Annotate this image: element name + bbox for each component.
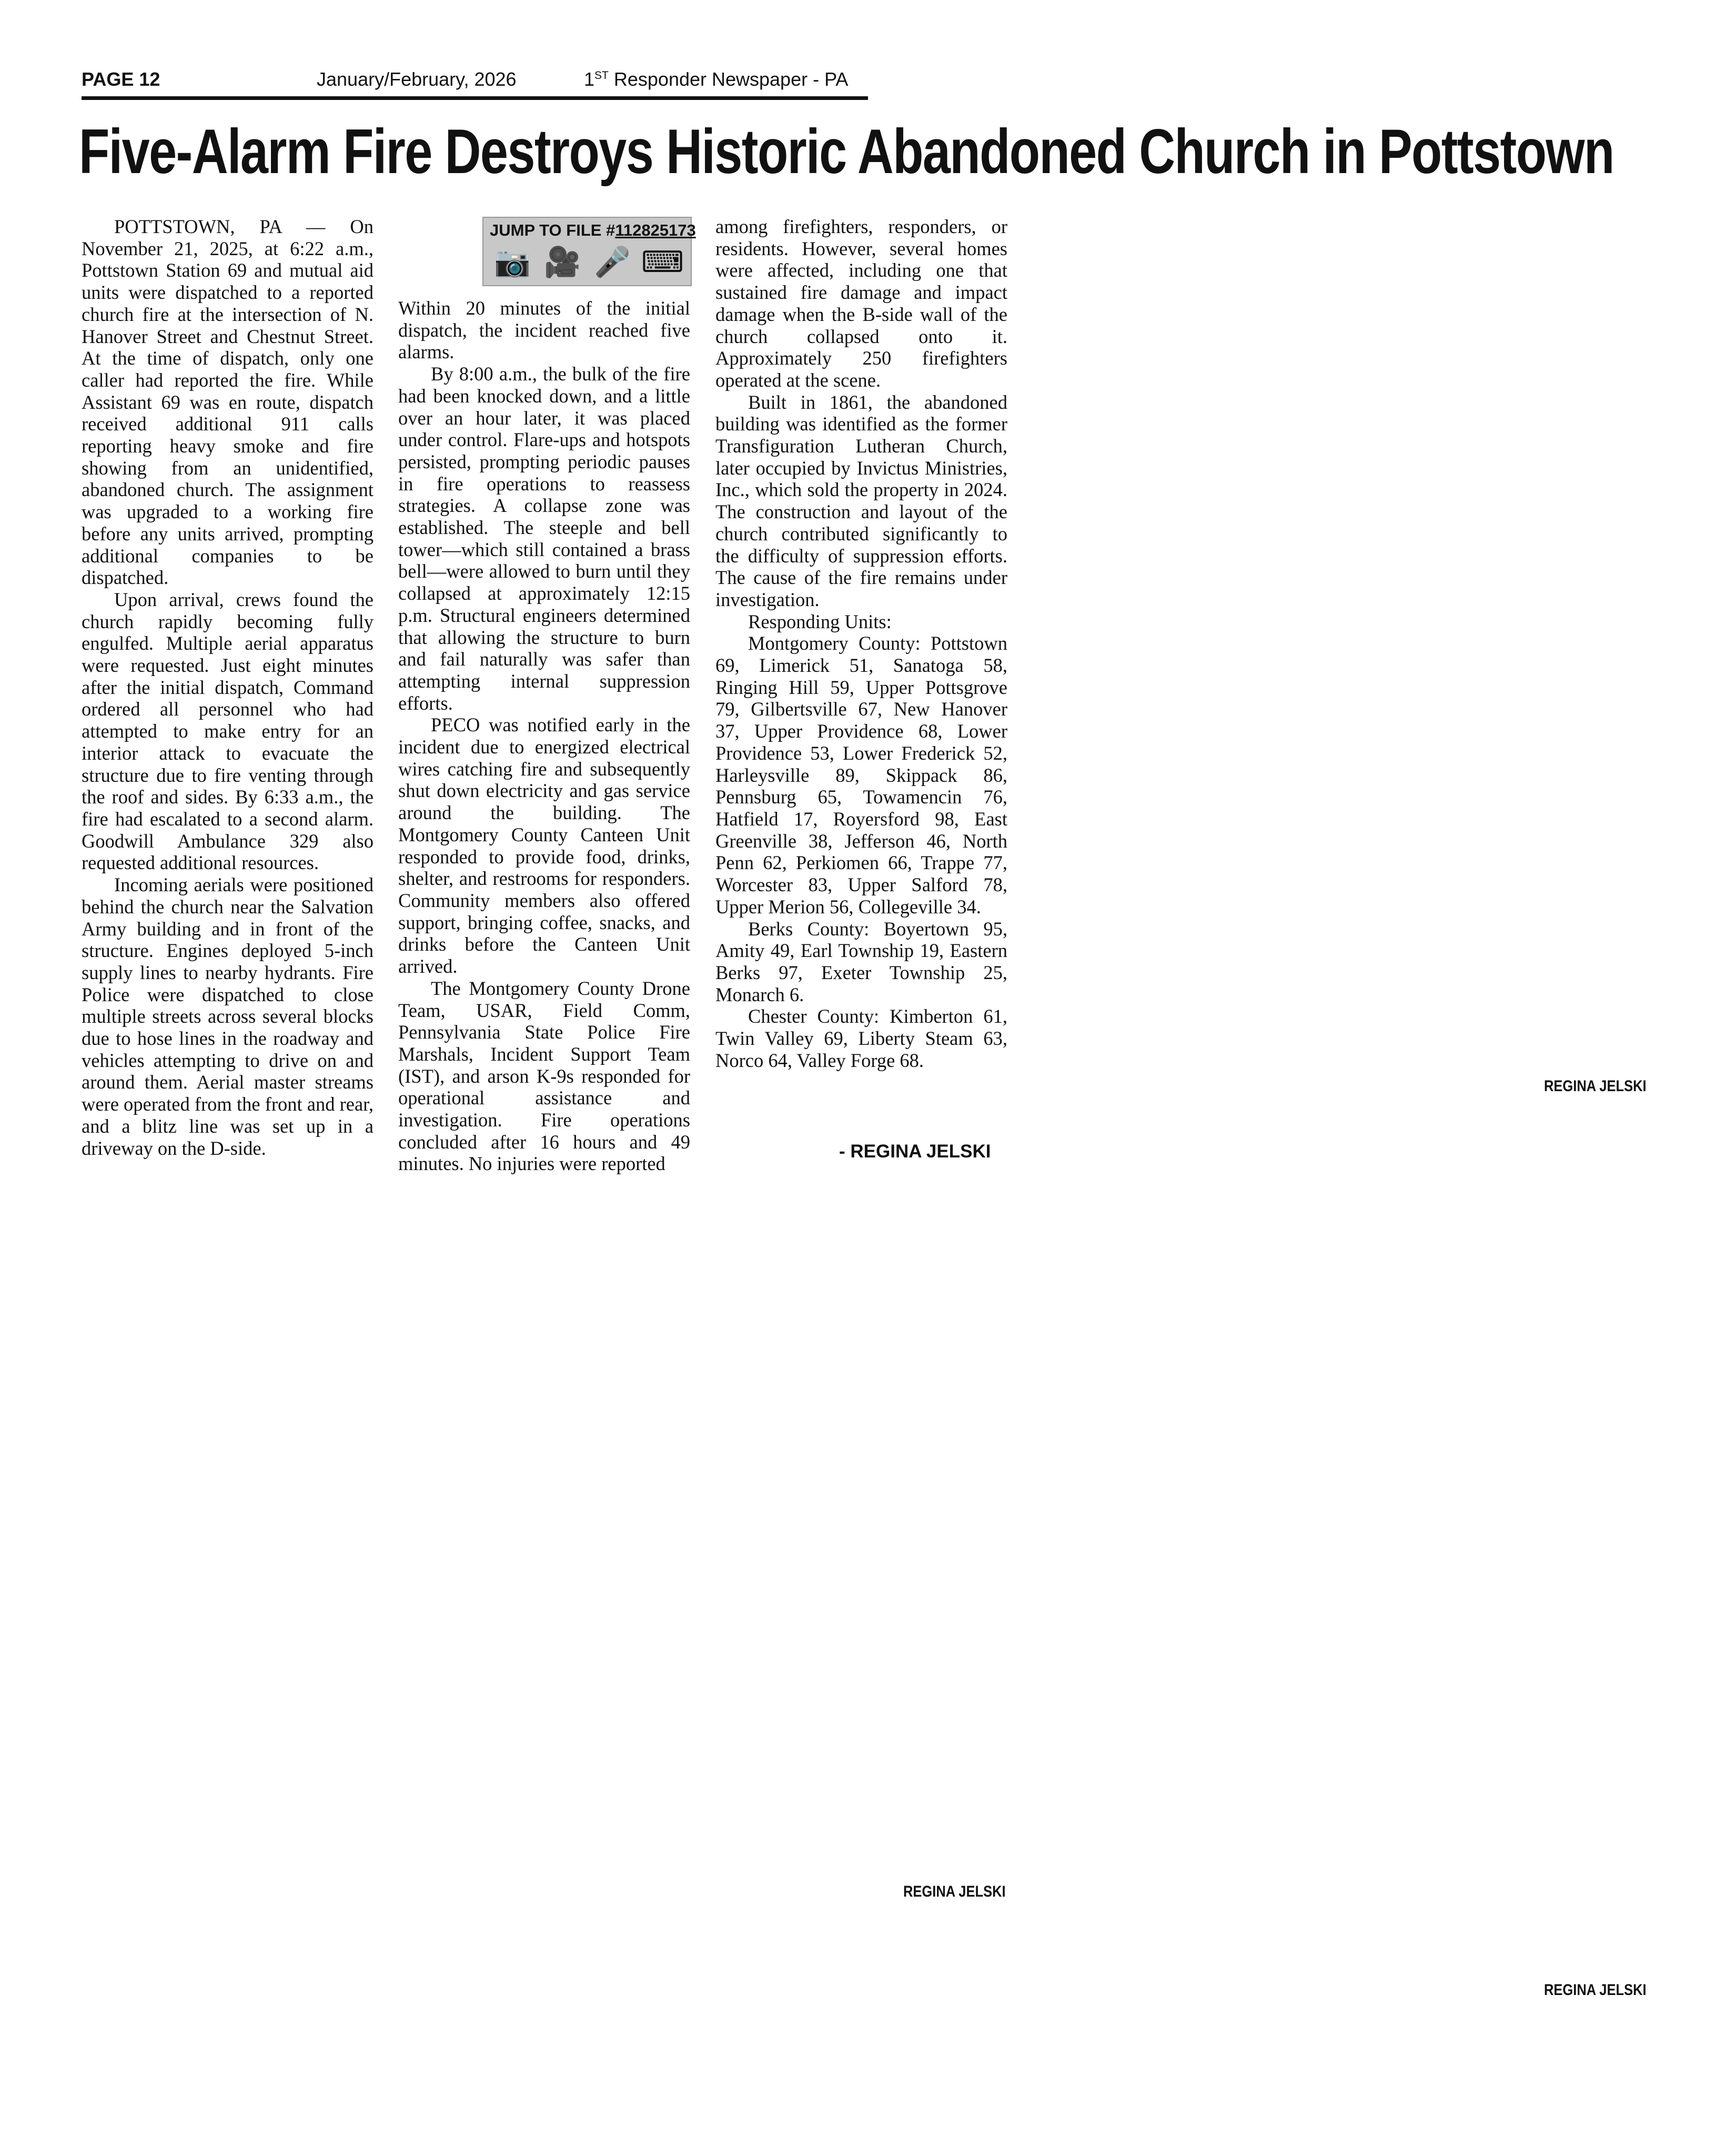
paragraph: Incoming aerials were positioned behind the church near the Salvation Army building and in front of the structure. Engines deployed 5-inch supply lines to nearby hydrants. Fire Police were dispatched to close multiple streets across several blocks due to hose lines in the roadway and vehicles attempting to drive on and around them. Aerial master streams were operated from the front and rear, and a blitz line was set up in a driveway on the D-side.: [82, 874, 374, 1159]
paragraph: Responding Units:: [748, 610, 892, 632]
paragraph: Montgomery County: Pottstown 69, Limerick 51, Sanatoga 58, Ringing Hill 59, Upper Pottsgrove 79, Gilbertsville 67, New Hanover 37, Upper Providence 68, Lower Providence 53, Lower Frederick 52, Harleysville 89, Skippack 86, Pennsburg 65, Towamencin 76, Hatfield 17, Royersford 98, East Greenville 38, Jefferson 46, North Penn 62, Perkiomen 66, Trappe 77, Worcester 83, Upper Salford 78, Upper Merion 56, Collegeville 34.: [715, 632, 1007, 918]
paragraph: By 8:00 a.m., the bulk of the fire had been knocked down, and a little over an hour later, it was placed under control. Flare-ups and hotspots persisted, prompting periodic pauses in fire operations to reassess strategies. A collapse zone was established. The steeple and bell tower—which still contained a brass bell—were allowed to burn until they collapsed at approximately 12:15 p.m. Structural engineers determined that allowing the structure to burn and fail naturally was safer than attempting internal suppression efforts.: [398, 363, 690, 714]
jump-to-file-label[interactable]: [490, 221, 696, 240]
microphone-icon: 🎤: [594, 245, 631, 279]
video-camera-icon: 🎥: [544, 245, 581, 279]
paragraph: PECO was notified early in the incident due to energized electrical wires catching fire and subsequently shut down electricity and gas service around the building. The Montgomery County Canteen Unit responded to provide food, drinks, shelter, and restrooms for responders. Community members also offered support, bringing coffee, snacks, and drinks before the Canteen Unit arrived.: [398, 714, 690, 978]
page-number: PAGE 12: [82, 68, 160, 90]
camera-icon: 📷: [494, 245, 531, 279]
jump-to-file-box[interactable]: [482, 217, 696, 286]
paragraph: Chester County: Kimberton 61, Twin Valley 69, Liberty Steam 63, Norco 64, Valley Forge 68.: [715, 1005, 1007, 1071]
typewriter-icon: ⌨: [641, 245, 684, 279]
paragraph: Upon arrival, crews found the church rapidly becoming fully engulfed. Multiple aerial apparatus were requested. Just eight minutes after the initial dispatch, Command ordered all personnel who had attempted to make entry for an interior attack to evacuate the structure due to fire venting through the roof and sides. By 6:33 a.m., the fire had escalated to a second alarm. Goodwill Ambulance 329 also requested additional resources.: [82, 588, 374, 874]
issue-date: January/February, 2026: [317, 68, 517, 90]
headline: Five-Alarm Fire Destroys Historic Abandoned Church in Pottstown: [79, 116, 1614, 187]
media-icons: [494, 244, 683, 281]
paragraph: Berks County: Boyertown 95, Amity 49, Earl Township 19, Eastern Berks 97, Exeter Township 25, Monarch 6.: [715, 918, 1007, 1005]
paragraph: The Montgomery County Drone Team, USAR, Field Comm, Pennsylvania State Police Fire Marshals, Incident Support Team (IST), and arson K-9s responded for operational assistance and investigation. Fire operations concluded after 16 hours and 49 minutes. No injuries were reported: [398, 977, 690, 1175]
jump-file-number[interactable]: 112825173: [615, 221, 696, 239]
article-column-3: [715, 216, 1007, 1071]
photo-credit: REGINA JELSKI: [1544, 1077, 1647, 1095]
newspaper-name-prefix: 1: [584, 68, 595, 90]
paragraph: POTTSTOWN, PA — On November 21, 2025, at 6:22 a.m., Pottstown Station 69 and mutual aid units were dispatched to a reported church fire at the intersection of N. Hanover Street and Chestnut Street. At the time of dispatch, only one caller had reported the fire. While Assistant 69 was en route, dispatch received additional 911 calls reporting heavy smoke and fire showing from an unidentified, abandoned church. The assignment was upgraded to a working fire before any units arrived, prompting additional companies to be dispatched.: [82, 216, 374, 589]
photo-credit: REGINA JELSKI: [1544, 1981, 1647, 1999]
page-header: [82, 66, 868, 100]
newspaper-name-rest: Responder Newspaper - PA: [608, 68, 849, 90]
newspaper-name-sup: ST: [594, 69, 609, 82]
article-column-1: [82, 216, 374, 1159]
paragraph: among firefighters, responders, or residents. However, several homes were affected, including one that sustained fire damage and impact damage when the B-side wall of the church collapsed onto it. Approximately 250 firefighters operated at the scene.: [715, 216, 1007, 391]
photo-credit: REGINA JELSKI: [903, 1883, 1006, 1900]
article-byline: - REGINA JELSKI: [839, 1141, 991, 1162]
paragraph: Within 20 minutes of the initial dispatch, the incident reached five alarms.: [398, 297, 690, 363]
paragraph: Built in 1861, the abandoned building was identified as the former Transfiguration Lutheran Church, later occupied by Invictus Ministries, Inc., which sold the property in 2024. The construction and layout of the church contributed significantly to the difficulty of suppression efforts. The cause of the fire remains under investigation.: [715, 391, 1007, 610]
jump-label-text: JUMP TO FILE #: [490, 221, 615, 239]
article-column-2: [398, 297, 690, 1175]
newspaper-name: [584, 68, 848, 91]
